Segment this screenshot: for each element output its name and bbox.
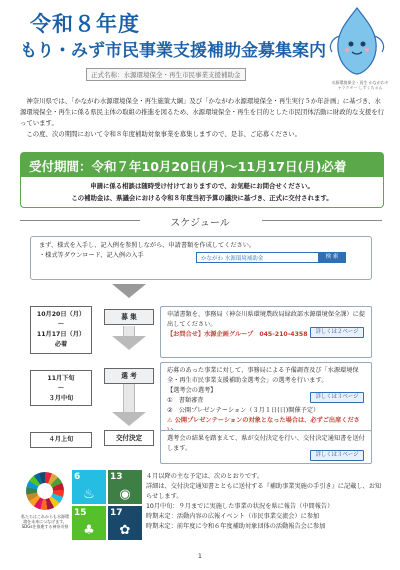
decision-date (30, 432, 92, 448)
sdg-goal-6-tile (72, 470, 106, 504)
search-box[interactable] (196, 252, 346, 263)
intro-paragraph: この度、次の期間において令和８年度補助対象事業を募集しますので、是非、ご応募ください。 (26, 130, 302, 138)
tree-icon: ♣ (83, 523, 95, 538)
page-title: もり・みず市民事業支援補助金募集案内 (20, 41, 326, 61)
sdgs-wheel-icon (26, 472, 64, 510)
date-line: 必着 (54, 341, 68, 348)
sdg-goal-15-tile (72, 506, 106, 540)
schedule-title: スケジュール (170, 218, 230, 229)
footer-line: 10月中旬：９月までに実施した事業の状況を県に報告（中間報告） (146, 503, 334, 510)
flow-arrow-icon (112, 284, 146, 298)
decision-text: 選考会の結果を踏まえて、県が交付決定を行い、交付決定通知書を送付します。 (167, 435, 365, 452)
sdgs-block (20, 470, 140, 540)
intro-text (20, 96, 384, 140)
flow-bar (123, 384, 135, 412)
date-line: 11月下旬 (47, 375, 75, 382)
contact-info: 【お問合せ】水源企画グループ 045-210-4358 (167, 331, 308, 338)
flow-arrow-icon (112, 336, 146, 350)
date-line: ４月上旬 (48, 436, 74, 443)
sdgs-tagline: 私たちはこれからも水源環境を未来につなげます。SDGsを推進する神奈川県 (21, 514, 69, 529)
page-title-year: 令和８年度 (30, 12, 140, 36)
selection-heading: 【選考会の選考】 (167, 387, 217, 394)
period-note-budget: この補助金は、県議会における令和８年度当初予算の議決に基づき、正式に交付されます。 (71, 194, 333, 202)
sdg-number: 15 (74, 508, 87, 518)
recruitment-text: 申請書類を、事務局（神奈川県環境農政局緑政部水源環境保全課）に提出してください。 (167, 311, 365, 328)
step-label-decision: 交付決定 (104, 430, 154, 446)
recruit-period-dates (30, 306, 92, 354)
selection-text: 応募のあった事業に対して、事務局による予備調査及び「水源環境保全・再生市民事業支援補助金選考会」の選考を行います。 (167, 367, 359, 384)
water-mascot-icon (326, 6, 388, 78)
step-label-selection: 選 考 (104, 368, 154, 384)
search-keyword: かながわ 水源環境補助金 (201, 256, 264, 262)
official-name: 正式名称：水源環境保全・再生市民事業支援補助金 (86, 68, 246, 81)
selection-warning: ⚠ 公開プレゼンテーションの対象となった場合は、必ずご出席くださ (167, 417, 360, 424)
page-number: 1 (197, 552, 203, 560)
sdg-number: 13 (110, 472, 123, 482)
date-line: 11月17日（月） (36, 331, 86, 338)
selection-item: ② 公開プレゼンテーション（３月１日(日)開催予定） (167, 407, 320, 414)
details-page3-button[interactable]: 詳しくは３ページ (310, 450, 364, 461)
date-line: 10月20日（月） (36, 311, 86, 318)
sdg-number: 6 (74, 472, 81, 482)
period-note-consultation: 申請に係る相談は随時受け付けておりますので、お気軽にお問合せください。 (90, 182, 314, 190)
date-line: ～ (57, 321, 65, 328)
future-schedule-text (146, 472, 386, 532)
selection-period-dates (30, 370, 92, 406)
search-button[interactable]: 検 索 (318, 252, 346, 263)
step-label-recruitment: 募 集 (104, 309, 154, 325)
footer-line: 時期未定：前年度に令和６年度補助対象団体の活動報告会に参加 (146, 523, 326, 530)
sdg-goal-17-tile (108, 506, 142, 540)
period-label: 受付期間：令和７年10月20日(月)～11月17日(月)必着 (29, 159, 347, 174)
date-line: ～ (57, 385, 65, 392)
water-drop-icon: ♨ (83, 487, 95, 502)
date-line: ３月中旬 (48, 395, 74, 402)
flow-arrow-icon (112, 412, 146, 426)
mascot-caption: 水源環境保全・再生 かながわキャラクター しずくちゃん (331, 80, 389, 90)
footer-line: 詳細は、交付決定通知書とともに送付する『補助事業実施の手引き』に記載し、お知らせします。 (146, 483, 382, 500)
application-period-box (20, 152, 384, 208)
sdg-goal-13-tile (108, 470, 142, 504)
eye-globe-icon: ◉ (119, 487, 131, 502)
intro-paragraph: 神奈川県では、「かながわ水源環境保全・再生施策大綱」及び「かながわ水源環境保全・再生実行５か年計画」に基づき、水源環境保全・再生に係る県民主体の取組の推進を図るため、水源環境保全・再生を目的とした市民団体活動に財政的な支援を行っています。 (20, 97, 385, 127)
footer-line: ４月以降の主な予定は、次のとおりです。 (146, 473, 264, 480)
details-page3-button[interactable]: 詳しくは３ページ (310, 392, 364, 403)
sdg-number: 17 (110, 508, 123, 518)
footer-line: 時期未定：活動内容の広報イベント（市民事業交流会）に参加 (146, 513, 320, 520)
schedule-intro-text: まず、様式を入手し、記入例を参照しながら、申請書類を作成してください。 (39, 242, 256, 249)
download-text: ・様式等ダウンロード、記入例の入手 (39, 252, 144, 259)
details-page2-button[interactable]: 詳しくは２ページ (310, 327, 364, 338)
period-header (21, 153, 383, 177)
flow-bar (123, 326, 135, 336)
selection-item: ① 書類審査 (167, 397, 204, 404)
partnership-icon: ✿ (119, 523, 131, 538)
